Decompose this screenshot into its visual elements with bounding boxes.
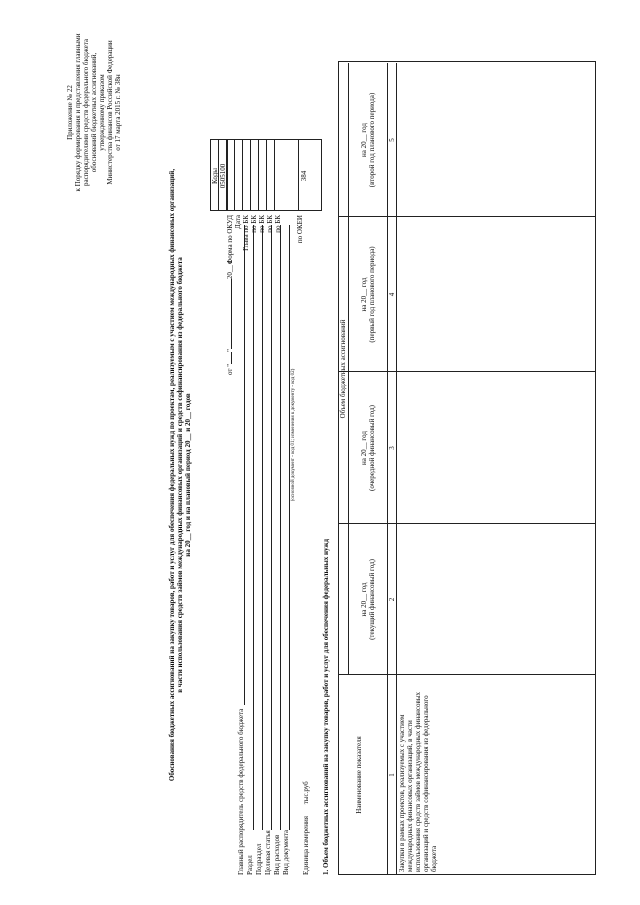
col-5-num: 5 [388,138,396,142]
field-subsection: Подраздел [255,843,263,875]
heading-line-1: Обоснования бюджетных ассигнований на закупку товаров, работ и услуг для обеспечения федеральных нужд по проектам, реализуемым с участием международных финансовых организаций, [168,168,176,782]
col-2-sub: (текущий финансовый год) [368,559,376,640]
document-heading [168,165,192,785]
codes-value-okei: 384 [300,170,308,182]
document-hint: (основной документ - код 01; изменения к документу - код 02) [291,368,296,502]
appendix-line-5: Министерства финансов Российской Федерации [106,40,114,185]
col-5-year: на 20__ год [360,123,368,157]
col-2-num: 2 [388,597,396,602]
col-1-num: 1 [388,773,396,777]
codes-value-okud: 0505100 [219,163,227,189]
date-suffix: 20__ г. [226,259,234,280]
col-4-header [360,217,376,372]
field-target-article: Целевая статья [264,830,272,875]
field-section: Раздел [246,855,254,875]
codes-header: Коды [211,168,219,184]
appendix-line-2: распорядителями средств федерального бюджета [82,38,90,187]
fields-block [237,675,291,875]
codes-label-date: Дата [234,215,242,229]
unit-label: Единица измерения [302,816,310,875]
col-5-sub: (второй год планового периода) [368,92,376,188]
col-3-sub: (очередной финансовый год) [368,405,376,491]
col-3-header [360,372,376,524]
col-2-year: на 20__ год [360,582,368,617]
codes-label-chapter: Глава по БК [242,215,250,251]
field-document-type: Вид документа [282,829,290,875]
codes-label-okud: Форма по ОКУД [226,215,234,265]
codes-labels [226,215,304,285]
codes-label-bk-3: по БК [266,215,274,233]
field-main-manager: Главный распорядитель средств федерального бюджета [237,708,245,875]
codes-label-okei: по ОКЕИ [296,215,304,244]
codes-label-bk-2: по БК [258,215,266,233]
group-header: Объем бюджетных ассигнований [339,319,347,419]
appendix-line-1: к Порядку формирования и представления главными [74,33,82,192]
appendix-line-3: обоснований бюджетных ассигнований, [90,52,98,173]
codes-label-bk-1: по БК [250,215,258,233]
unit-row [302,735,310,875]
unit-value: тыс.руб [302,781,310,805]
row-purchases-label: Закупки в рамках проектов, реализуемых с участием международных финансовых организаций, в части использования средств займов международных финансовых организаций и средств софинансирования из федерального бюджета [398,691,438,872]
appendix-block [66,20,122,205]
field-line-4 [271,225,272,830]
date-mid: " [226,349,234,352]
field-line-1 [244,225,245,705]
col-4-year: на 20__ год [360,277,368,312]
date-prefix: от " [226,363,234,375]
heading-line-3: на 20__ год и на плановый период 20__ и 20__ годов [184,393,192,557]
field-line-2 [253,225,254,830]
budget-table [338,61,596,875]
col-2-header [360,524,376,675]
col-4-sub: (первый год планового периода) [368,246,376,343]
section1-title: 1. Объем бюджетных ассигнований на закупку товаров, работ и услуг для обеспечения федеральных нужд [322,538,330,875]
field-line-3 [262,225,263,830]
field-line-5 [280,225,281,830]
heading-line-2: в части использования средств займов международных финансовых организаций и средств софинансирования из федерального бюджета [176,257,184,693]
codes-label-bk-4: по БК [274,215,282,233]
col-3-year: на 20__ год [360,431,368,465]
appendix-title: Приложение № 22 [66,85,74,140]
col-3-num: 3 [388,446,396,450]
col-5-header [360,63,376,217]
col-4-num: 4 [388,292,396,297]
appendix-line-6: от 17 марта 2015 г. № 38н [114,74,122,151]
field-expense-type: Вид расходов [273,834,281,875]
field-line-6 [289,225,290,830]
col-name-header: Наименование показателя [355,736,363,814]
appendix-line-4: утвержденному приказом [98,74,106,151]
